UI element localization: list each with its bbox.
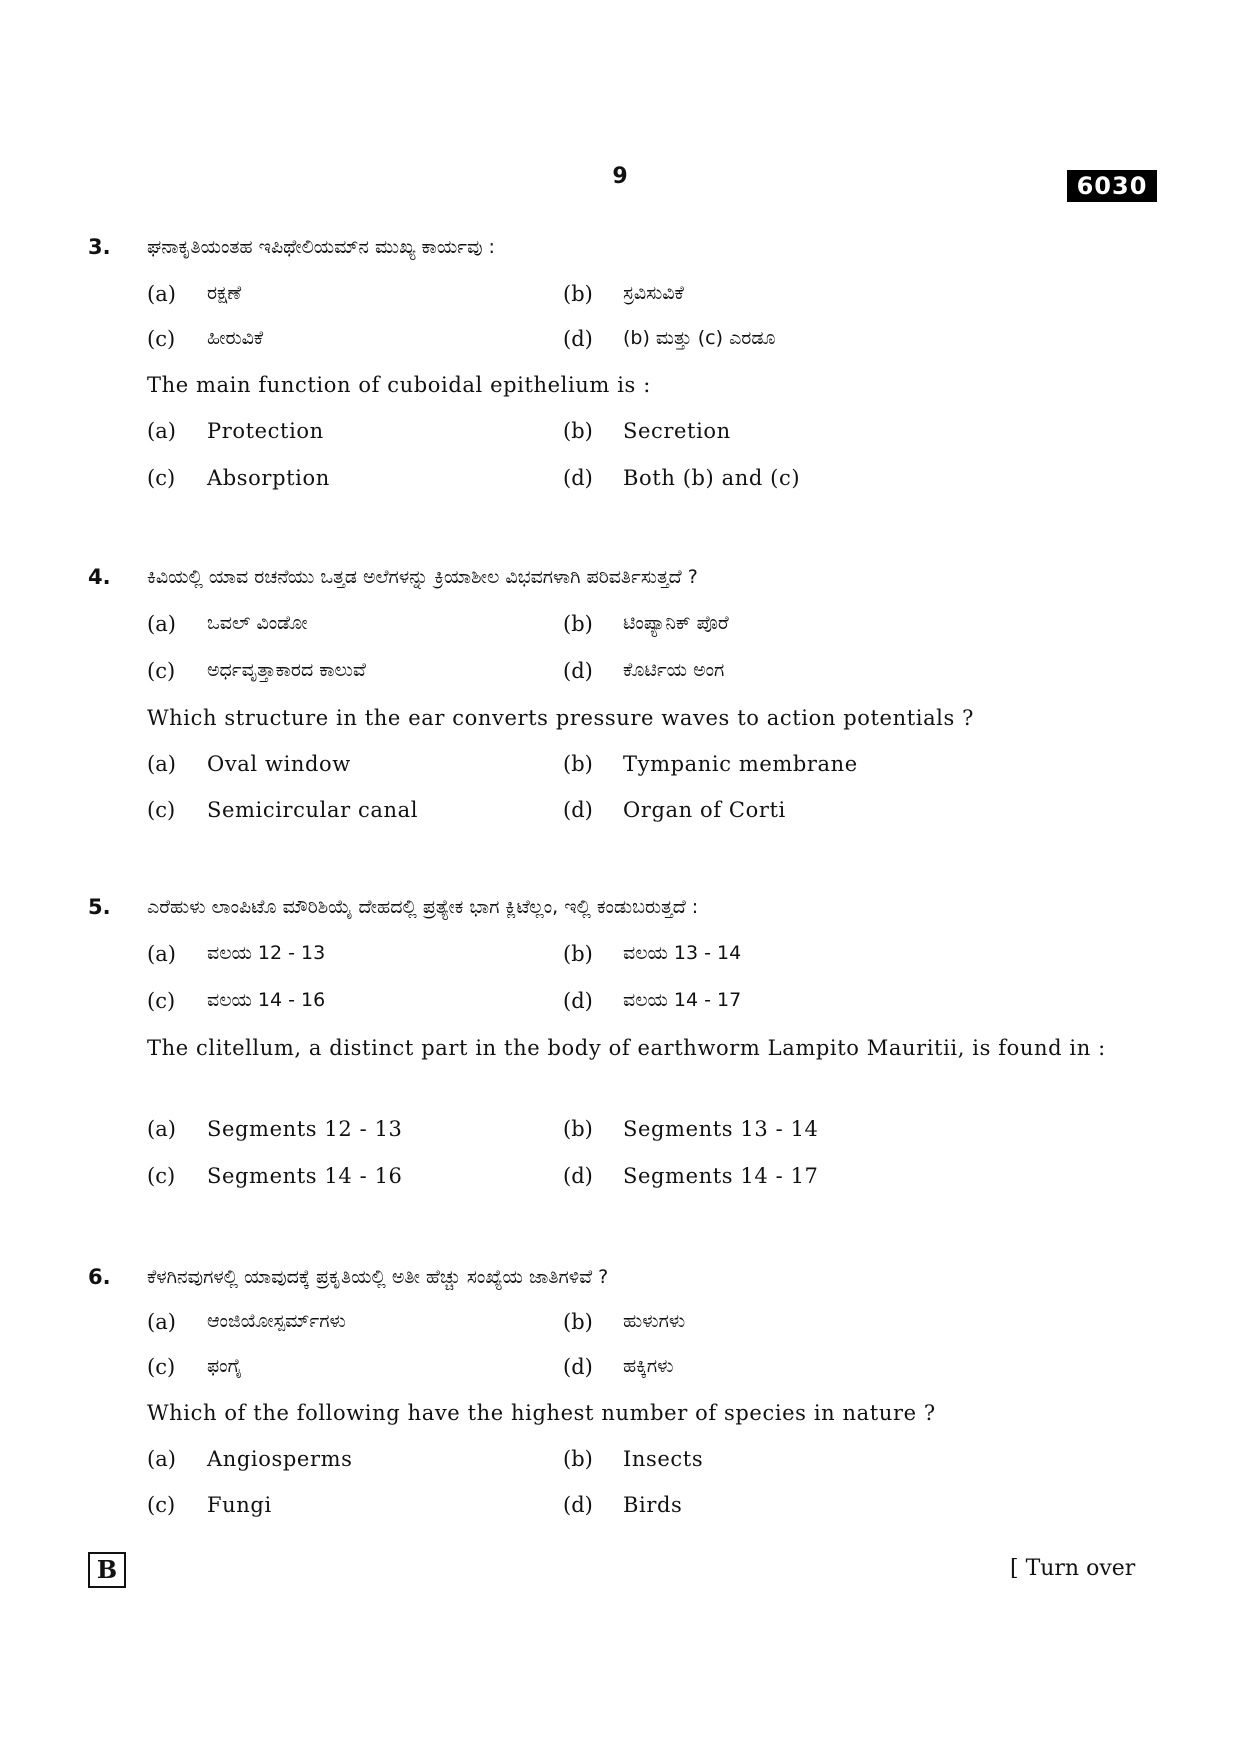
option-letter: (c) — [147, 466, 176, 490]
option-letter: (b) — [563, 612, 593, 636]
option-text: Insects — [623, 1447, 704, 1471]
option-text: Segments 14 - 16 — [207, 1164, 403, 1188]
option-text: (b) ಮತ್ತು (c) ಎರಡೂ — [623, 327, 776, 349]
option-letter: (c) — [147, 659, 176, 683]
question-number: 6. — [88, 1265, 111, 1289]
option-letter: (b) — [563, 282, 593, 306]
question-text-english: The main function of cuboidal epithelium is : — [147, 373, 651, 397]
option-text: Protection — [207, 419, 324, 443]
option-letter: (a) — [147, 419, 176, 443]
option-text: ಕೊರ್ಟಿಯ ಅಂಗ — [623, 659, 725, 681]
option-text: Segments 13 - 14 — [623, 1117, 819, 1141]
option-text: Organ of Corti — [623, 798, 786, 822]
option-letter: (d) — [563, 659, 593, 683]
question-text-english: Which structure in the ear converts pressure waves to action potentials ? — [147, 706, 975, 730]
option-text: Oval window — [207, 752, 351, 776]
option-text: ಹುಳುಗಳು — [623, 1310, 686, 1332]
option-letter: (d) — [563, 327, 593, 351]
option-letter: (a) — [147, 752, 176, 776]
option-letter: (d) — [563, 1164, 593, 1188]
option-letter: (c) — [147, 327, 176, 351]
option-text: ಸ್ರವಿಸುವಿಕೆ — [623, 282, 684, 304]
option-text: ವಲಯ 14 - 16 — [207, 989, 326, 1011]
option-text: ವಲಯ 14 - 17 — [623, 989, 742, 1011]
option-text: Birds — [623, 1493, 683, 1517]
option-text: Fungi — [207, 1493, 272, 1517]
question-text-english: Which of the following have the highest number of species in nature ? — [147, 1401, 936, 1425]
option-letter: (d) — [563, 989, 593, 1013]
question-text-kannada: ಕೆಳಗಿನವುಗಳಲ್ಲಿ ಯಾವುದಕ್ಕೆ ಪ್ರಕೃತಿಯಲ್ಲಿ ಅತೀ ಹೆಚ್ಚು ಸಂಖ್ಯೆಯ ಜಾತಿಗಳಿವೆ ? — [147, 1266, 609, 1288]
question-text-english: The clitellum, a distinct part in the body of earthworm Lampito Mauritii, is found in : — [147, 1036, 1106, 1060]
option-letter: (c) — [147, 798, 176, 822]
option-letter: (a) — [147, 612, 176, 636]
option-letter: (a) — [147, 1117, 176, 1141]
option-letter: (b) — [563, 942, 593, 966]
option-letter: (b) — [563, 1310, 593, 1334]
question-text-kannada: ಕಿವಿಯಲ್ಲಿ ಯಾವ ರಚನೆಯು ಒತ್ತಡ ಅಲೆಗಳನ್ನು ಕ್ರಿಯಾಶೀಲ ವಿಭವಗಳಾಗಿ ಪರಿವರ್ತಿಸುತ್ತದೆ ? — [147, 566, 698, 588]
question-text-kannada: ಎರೆಹುಳು ಲಾಂಪಿಟೊ ಮೌರಿಶಿಯೈ ದೇಹದಲ್ಲಿ ಪ್ರತ್ಯೇಕ ಭಾಗ ಕ್ಲಿಟೆಲ್ಲಂ, ಇಲ್ಲಿ ಕಂಡುಬರುತ್ತದೆ : — [147, 896, 699, 918]
question-number: 3. — [88, 235, 111, 259]
option-text: Angiosperms — [207, 1447, 353, 1471]
option-text: Tympanic membrane — [623, 752, 858, 776]
option-letter: (c) — [147, 989, 176, 1013]
option-text: ರಕ್ಷಣೆ — [207, 282, 242, 304]
option-letter: (b) — [563, 419, 593, 443]
booklet-series-box: B — [88, 1552, 126, 1588]
option-text: Both (b) and (c) — [623, 466, 801, 490]
option-text: Secretion — [623, 419, 731, 443]
option-letter: (d) — [563, 798, 593, 822]
option-letter: (c) — [147, 1355, 176, 1379]
option-text: Segments 14 - 17 — [623, 1164, 819, 1188]
option-letter: (d) — [563, 1493, 593, 1517]
option-letter: (a) — [147, 1310, 176, 1334]
option-text: ಟಿಂಪ್ಯಾನಿಕ್ ಪೊರೆ — [623, 612, 729, 634]
option-text: ಆಂಜಿಯೋಸ್ಪರ್ಮ್‌ಗಳು — [207, 1310, 346, 1332]
option-letter: (d) — [563, 1355, 593, 1379]
option-letter: (a) — [147, 282, 176, 306]
option-text: ಹೀರುವಿಕೆ — [207, 327, 264, 349]
option-letter: (c) — [147, 1164, 176, 1188]
option-letter: (b) — [563, 1117, 593, 1141]
option-text: ವಲಯ 13 - 14 — [623, 942, 742, 964]
option-letter: (a) — [147, 942, 176, 966]
option-text: Absorption — [207, 466, 330, 490]
option-letter: (d) — [563, 466, 593, 490]
page-number: 9 — [612, 164, 628, 189]
option-letter: (b) — [563, 752, 593, 776]
option-text: Semicircular canal — [207, 798, 419, 822]
paper-code-badge: 6030 — [1067, 170, 1157, 202]
question-text-kannada: ಘನಾಕೃತಿಯಂತಹ ಇಪಿಥೇಲಿಯಮ್‌ನ ಮುಖ್ಯ ಕಾರ್ಯವು : — [147, 236, 495, 258]
option-letter: (b) — [563, 1447, 593, 1471]
question-number: 4. — [88, 565, 111, 589]
turn-over-note: [ Turn over — [1010, 1556, 1136, 1581]
option-letter: (c) — [147, 1493, 176, 1517]
option-text: Segments 12 - 13 — [207, 1117, 403, 1141]
question-number: 5. — [88, 895, 111, 919]
option-text: ಅರ್ಧವೃತ್ತಾಕಾರದ ಕಾಲುವೆ — [207, 659, 366, 681]
option-text: ವಲಯ 12 - 13 — [207, 942, 326, 964]
option-text: ಫಂಗೈ — [207, 1355, 242, 1377]
option-letter: (a) — [147, 1447, 176, 1471]
option-text: ಒವಲ್ ವಿಂಡೋ — [207, 612, 308, 634]
option-text: ಹಕ್ಕಿಗಳು — [623, 1355, 674, 1377]
